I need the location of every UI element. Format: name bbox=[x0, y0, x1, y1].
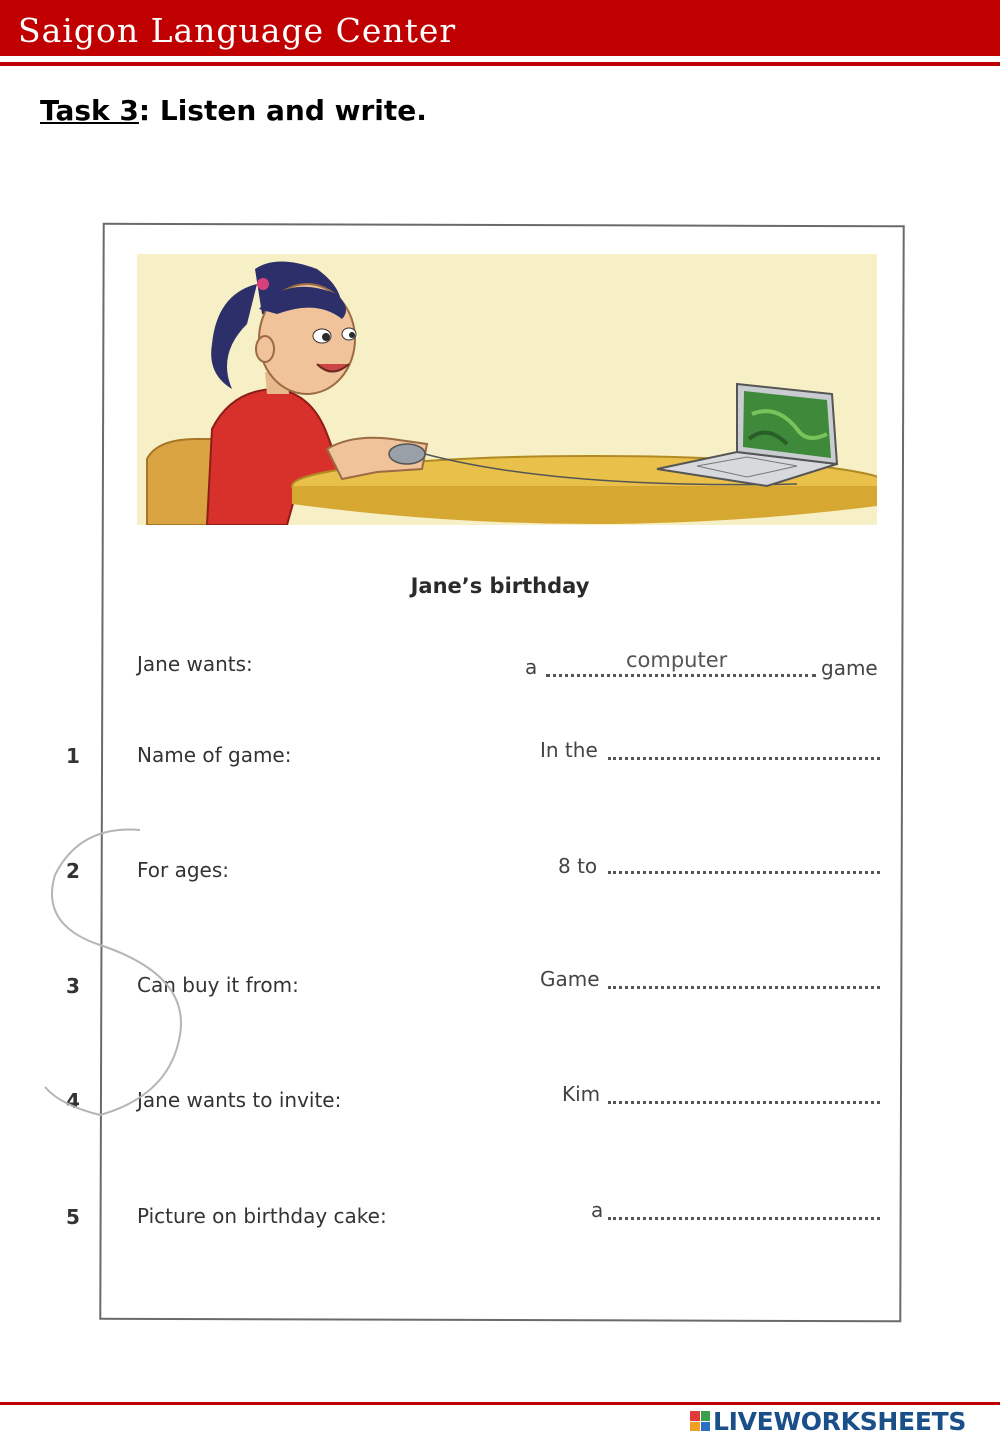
answer-field-1[interactable] bbox=[608, 757, 880, 760]
example-prefix: a bbox=[525, 655, 538, 679]
header-divider bbox=[0, 62, 1000, 66]
example-answer: computer bbox=[626, 648, 728, 672]
liveworksheets-logo-icon bbox=[690, 1411, 710, 1431]
item-label-4: Jane wants to invite: bbox=[137, 1088, 342, 1112]
example-label: Jane wants: bbox=[137, 652, 253, 676]
form-title: Jane’s birthday bbox=[410, 574, 590, 598]
pencil-scribble bbox=[40, 825, 200, 1120]
item-number-4: 4 bbox=[66, 1089, 80, 1113]
answer-field-3[interactable] bbox=[608, 986, 880, 989]
example-suffix: game bbox=[821, 656, 878, 680]
item-prefix-1: In the bbox=[540, 738, 598, 762]
item-number-3: 3 bbox=[66, 974, 80, 998]
footer-brand: LIVEWORKSHEETS bbox=[713, 1406, 967, 1436]
item-label-2: For ages: bbox=[137, 858, 230, 882]
illustration-girl-gaming bbox=[137, 254, 877, 525]
task-heading bbox=[40, 94, 427, 127]
header-title: Saigon Language Center bbox=[18, 11, 457, 50]
item-label-3: Can buy it from: bbox=[137, 973, 299, 997]
item-prefix-5: a bbox=[591, 1198, 604, 1222]
item-prefix-4: Kim bbox=[562, 1082, 601, 1106]
task-label: Task 3 bbox=[40, 94, 139, 127]
answer-field-5[interactable] bbox=[608, 1217, 880, 1220]
answer-field-2[interactable] bbox=[608, 871, 880, 874]
liveworksheets-logo bbox=[690, 1404, 966, 1438]
item-label-5: Picture on birthday cake: bbox=[137, 1204, 387, 1228]
item-prefix-3: Game bbox=[540, 967, 600, 991]
item-number-1: 1 bbox=[66, 744, 80, 768]
example-answer-line bbox=[546, 674, 816, 677]
item-number-2: 2 bbox=[66, 859, 80, 883]
item-prefix-2: 8 to bbox=[558, 854, 598, 878]
item-label-1: Name of game: bbox=[137, 743, 292, 767]
item-number-5: 5 bbox=[66, 1205, 80, 1229]
task-instruction: : Listen and write. bbox=[138, 94, 427, 127]
answer-field-4[interactable] bbox=[608, 1101, 880, 1104]
